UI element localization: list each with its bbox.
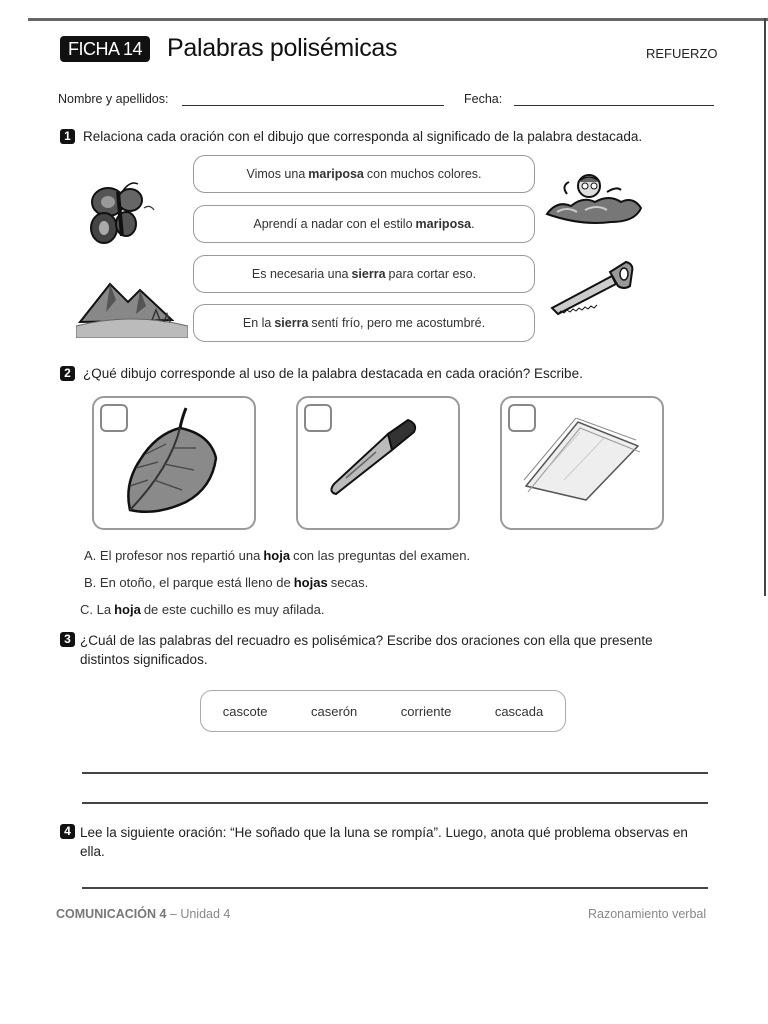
top-border (28, 18, 768, 21)
q2-sentence-c (80, 602, 324, 617)
q3-answer-line-2[interactable] (82, 802, 708, 804)
q4-instruction: Lee la siguiente oración: “He soñado que la luna se rompía”. Luego, anota qué problema observas en ella. (80, 825, 688, 859)
q1-s4-post: sentí frío, pero me acostumbré. (311, 316, 486, 330)
q2-sc-post: de este cuchillo es muy afilada. (143, 602, 325, 617)
q1-sentence-3[interactable] (193, 255, 535, 293)
q3-word-4: cascada (494, 703, 544, 719)
q1-s1-pre: Vimos una (246, 167, 306, 181)
q1-s2-post: . (471, 217, 475, 231)
date-field[interactable] (514, 105, 714, 106)
page-title: Palabras polisémicas (167, 34, 398, 62)
footer-subject-name: COMUNICACIÓN 4 (56, 907, 167, 921)
q1-s4-pre: En la (242, 316, 272, 330)
q1-s3-post: para cortar eso. (388, 267, 477, 281)
q3-instruction: ¿Cuál de las palabras del recuadro es polisémica? Escribe dos oraciones con ella que presente distintos significados. (80, 633, 653, 667)
q3-word-3: corriente (400, 703, 452, 719)
q1-s1-bold: mariposa (308, 167, 364, 181)
q1-s2-pre: Aprendí a nadar con el estilo (253, 217, 413, 231)
q2-sb-pre: B. En otoño, el parque está lleno de (84, 575, 291, 590)
q3-answer-line-1[interactable] (82, 772, 708, 774)
butterfly-drawing[interactable] (78, 178, 160, 250)
saw-drawing[interactable] (550, 258, 636, 316)
q2-sentence-a (84, 548, 470, 563)
q3-number: 3 (60, 632, 75, 647)
q2-sc-pre: C. La (80, 602, 112, 617)
q2-number: 2 (60, 366, 75, 381)
q1-sentence-1[interactable] (193, 155, 535, 193)
footer-subject (56, 907, 230, 921)
q1-s1-post: con muchos colores. (366, 167, 482, 181)
q1-instruction: Relaciona cada oración con el dibujo que corresponda al significado de la palabra destacada. (83, 129, 643, 144)
level-label: REFUERZO (646, 46, 718, 61)
q3-word-box (200, 690, 566, 732)
q1-s3-pre: Es necesaria una (251, 267, 349, 281)
name-field[interactable] (182, 105, 444, 106)
q1-number: 1 (60, 129, 75, 144)
q3-word-2: caserón (311, 703, 358, 719)
knife-drawing (326, 418, 422, 498)
q3-word-1: cascote (222, 703, 268, 719)
q2-sa-pre: A. El profesor nos repartió una (84, 548, 261, 563)
date-label: Fecha: (464, 92, 503, 106)
q4-number: 4 (60, 824, 75, 839)
q1-s2-bold: mariposa (415, 217, 472, 231)
ficha-badge: FICHA 14 (60, 36, 150, 62)
q2-instruction: ¿Qué dibujo corresponde al uso de la palabra destacada en cada oración? Escribe. (83, 366, 583, 381)
name-label: Nombre y apellidos: (58, 92, 169, 106)
q2-sb-post: secas. (330, 575, 369, 590)
leaf-drawing (122, 404, 222, 516)
q4-answer-line[interactable] (82, 887, 708, 889)
footer-unit: – Unidad 4 (169, 907, 231, 921)
q1-s3-bold: sierra (351, 267, 386, 281)
q2-sa-bold: hoja (263, 548, 291, 563)
swimmer-drawing[interactable] (545, 168, 645, 230)
q2-sa-post: con las preguntas del examen. (293, 548, 471, 563)
q2-sb-bold: hojas (293, 575, 328, 590)
footer-area: Razonamiento verbal (588, 907, 707, 921)
mountains-drawing[interactable] (76, 270, 188, 338)
paper-sheets-drawing (520, 418, 642, 502)
right-border (764, 18, 766, 596)
q1-s4-bold: sierra (274, 316, 309, 330)
q2-sentence-b (84, 575, 368, 590)
q1-sentence-2[interactable] (193, 205, 535, 243)
q1-sentence-4[interactable] (193, 304, 535, 342)
q2-sc-bold: hoja (114, 602, 141, 617)
